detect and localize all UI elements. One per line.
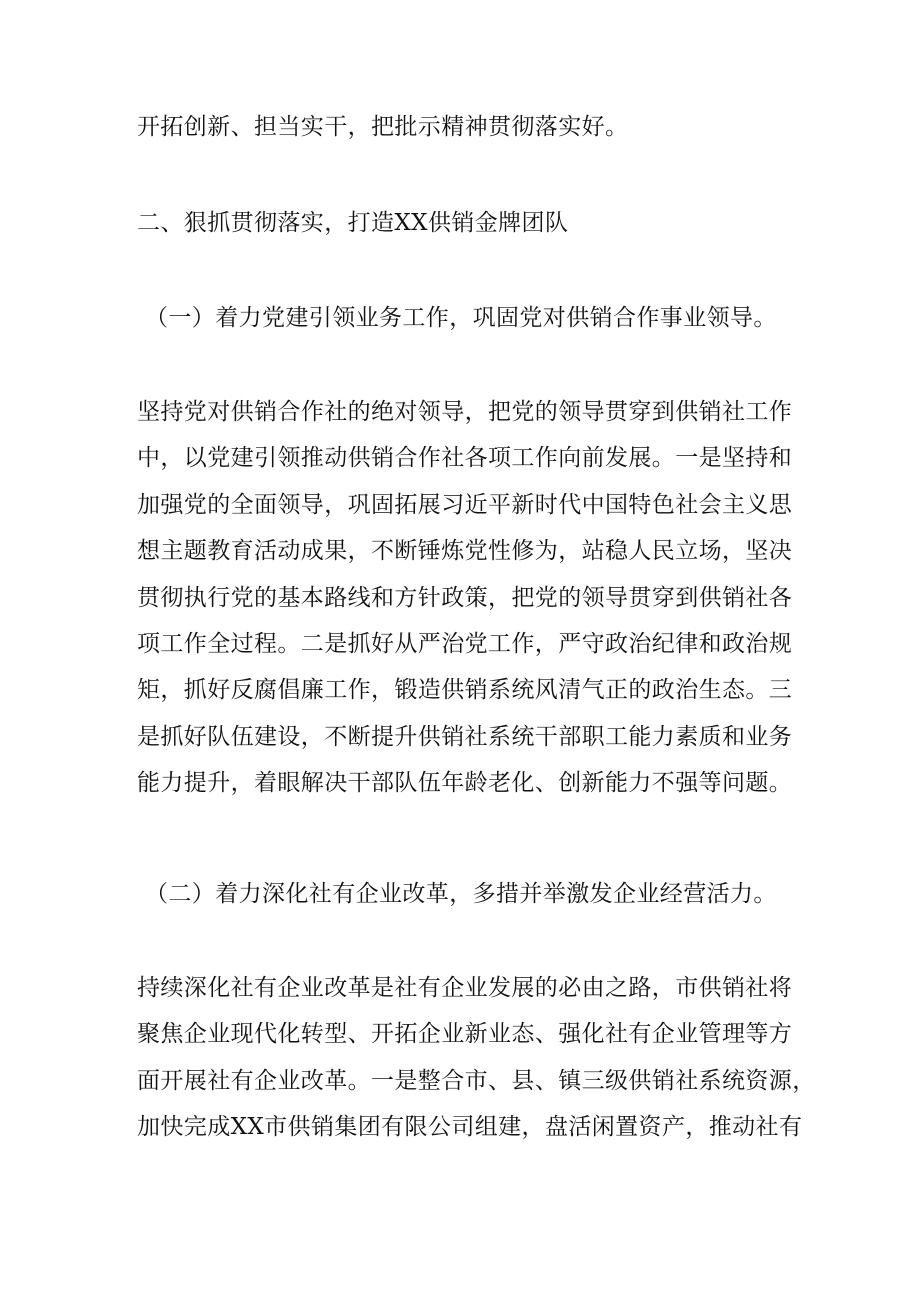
paragraph-line: 想主题教育活动成果，不断锤炼党性修为，站稳人民立场，坚决 <box>137 538 793 565</box>
paragraph-line: 聚焦企业现代化转型、开拓企业新业态、强化社有企业管理等方 <box>137 1021 793 1048</box>
paragraph-two <box>137 973 816 1159</box>
paragraph-line: 能力提升，着眼解决干部队伍年龄老化、创新能力不强等问题。 <box>137 770 793 797</box>
paragraph-line: 面开展社有企业改革。一是整合市、县、镇三级供销社系统资源， <box>137 1067 816 1094</box>
paragraph-line: 持续深化社有企业改革是社有企业发展的必由之路，市供销社将 <box>137 975 793 1001</box>
subsection-one-heading: （一）着力党建引领业务工作，巩固党对供销合作事业领导。 <box>145 305 777 331</box>
paragraph-line: 加快完成XX市供销集团有限公司组建，盘活闲置资产，推动社有 <box>137 1114 803 1141</box>
subsection-two-heading: （二）着力深化社有企业改革，多措并举激发企业经营活力。 <box>145 881 777 907</box>
paragraph-line: 中，以党建引领推动供销合作社各项工作向前发展。一是坚持和 <box>137 445 793 472</box>
paragraph-line: 项工作全过程。二是抓好从严治党工作，严守政治纪律和政治规 <box>137 630 793 657</box>
paragraph-line: 加强党的全面领导，巩固拓展习近平新时代中国特色社会主义思 <box>137 491 793 518</box>
paragraph-line: 是抓好队伍建设，不断提升供销社系统干部职工能力素质和业务 <box>137 723 793 750</box>
paragraph-line: 矩，抓好反腐倡廉工作，锻造供销系统风清气正的政治生态。三 <box>137 677 793 704</box>
section-two-heading: 二、狠抓贯彻落实，打造XX供销金牌团队 <box>137 210 569 236</box>
continuation-line: 开拓创新、担当实干，把批示精神贯彻落实好。 <box>137 114 629 140</box>
paragraph-line: 坚持党对供销合作社的绝对领导，把党的领导贯穿到供销社工作 <box>137 399 793 425</box>
paragraph-one <box>137 397 797 815</box>
paragraph-line: 贯彻执行党的基本路线和方针政策，把党的领导贯穿到供销社各 <box>137 584 793 611</box>
